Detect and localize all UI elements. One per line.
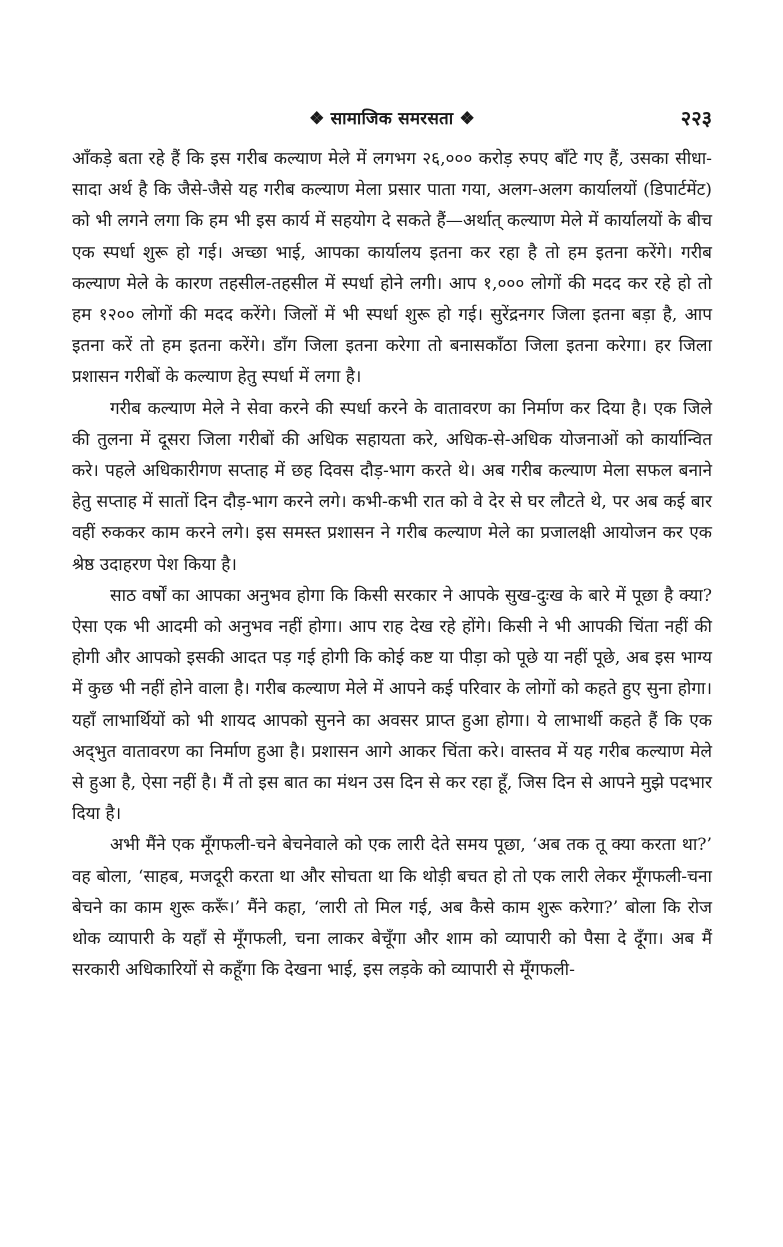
- paragraph-4: अभी मैंने एक मूँगफली-चने बेचनेवाले को एक लारी देते समय पूछा, ‘अब तक तू क्या करता था?’ वह बोला, ‘साहब, मजदूरी करता था और सोचता था कि थोड़ी बचत हो तो एक लारी लेकर मूँगफली-चना बेचने का काम शुरू करूँ।’ मैंने कहा, ‘लारी तो मिल गई, अब कैसे काम शुरू करेगा?’ बोला कि रोज थोक व्यापारी के यहाँ से मूँगफली, चना लाकर बेचूँगा और शाम को व्यापारी को पैसा दे दूँगा। अब मैं सरकारी अधिकारियों से कहूँगा कि देखना भाई, इस लड़के को व्यापारी से मूँगफली-: [72, 835, 712, 981]
- body-text: [72, 144, 712, 986]
- paragraph-3: साठ वर्षों का आपका अनुभव होगा कि किसी सरकार ने आपके सुख-दुःख के बारे में पूछा है क्या? ऐसा एक भी आदमी को अनुभव नहीं होगा। आप राह देख रहे होंगे। किसी ने भी आपकी चिंता नहीं की होगी और आपको इसकी आदत पड़ गई होगी कि कोई कष्ट या पीड़ा को पूछे या नहीं पूछे, अब इस भाग्य में कुछ भी नहीं होने वाला है। गरीब कल्याण मेले में आपने कई परिवार के लोगों को कहते हुए सुना होगा। यहाँ लाभार्थियों को भी शायद आपको सुनने का अवसर प्राप्त हुआ होगा। ये लाभार्थी कहते हैं कि एक अद्‌भुत वातावरण का निर्माण हुआ है। प्रशासन आगे आकर चिंता करे। वास्तव में यह गरीब कल्याण मेले से हुआ है, ऐसा नहीं है। मैं तो इस बात का मंथन उस दिन से कर रहा हूँ, जिस दिन से आपने मुझे पदभार दिया है।: [72, 585, 712, 825]
- book-page: [72, 102, 712, 986]
- running-title: ❖ सामाजिक समरसता ❖: [309, 109, 475, 129]
- paragraph-1: आँकड़े बता रहे हैं कि इस गरीब कल्याण मेले में लगभग २६,००० करोड़ रुपए बाँटे गए हैं, उसका सीधा-सादा अर्थ है कि जैसे-जैसे यह गरीब कल्याण मेला प्रसार पाता गया, अलग-अलग कार्यालयों (डिपार्टमेंट) को भी लगने लगा कि हम भी इस कार्य में सहयोग दे सकते हैं—अर्थात् कल्याण मेले में कार्यालयों के बीच एक स्पर्धा शुरू हो गई। अच्छा भाई, आपका कार्यालय इतना कर रहा है तो हम इतना करेंगे। गरीब कल्याण मेले के कारण तहसील-तहसील में स्पर्धा होने लगी। आप १,००० लोगों की मदद कर रहे हो तो हम १२०० लोगों की मदद करेंगे। जिलों में भी स्पर्धा शुरू हो गई। सुरेंद्रनगर जिला इतना बड़ा है, आप इतना करें तो हम इतना करेंगे। डाँग जिला इतना करेगा तो बनासकाँठा जिला इतना करेगा। हर जिला प्रशासन गरीबों के कल्याण हेतु स्पर्धा में लगा है।: [72, 149, 712, 388]
- paragraph-2: गरीब कल्याण मेले ने सेवा करने की स्पर्धा करने के वातावरण का निर्माण कर दिया है। एक जिले की तुलना में दूसरा जिला गरीबों की अधिक सहायता करे, अधिक-से-अधिक योजनाओं को कार्यान्वित करे। पहले अधिकारीगण सप्ताह में छह दिवस दौड़-भाग करते थे। अब गरीब कल्याण मेला सफल बनाने हेतु सप्ताह में सातों दिन दौड़-भाग करने लगे। कभी-कभी रात को वे देर से घर लौटते थे, पर अब कई बार वहीं रुककर काम करने लगे। इस समस्त प्रशासन ने गरीब कल्याण मेले का प्रजालक्षी आयोजन कर एक श्रेष्ठ उदाहरण पेश किया है।: [72, 398, 712, 575]
- page-number: २२३: [680, 106, 712, 130]
- page-header: [72, 102, 712, 136]
